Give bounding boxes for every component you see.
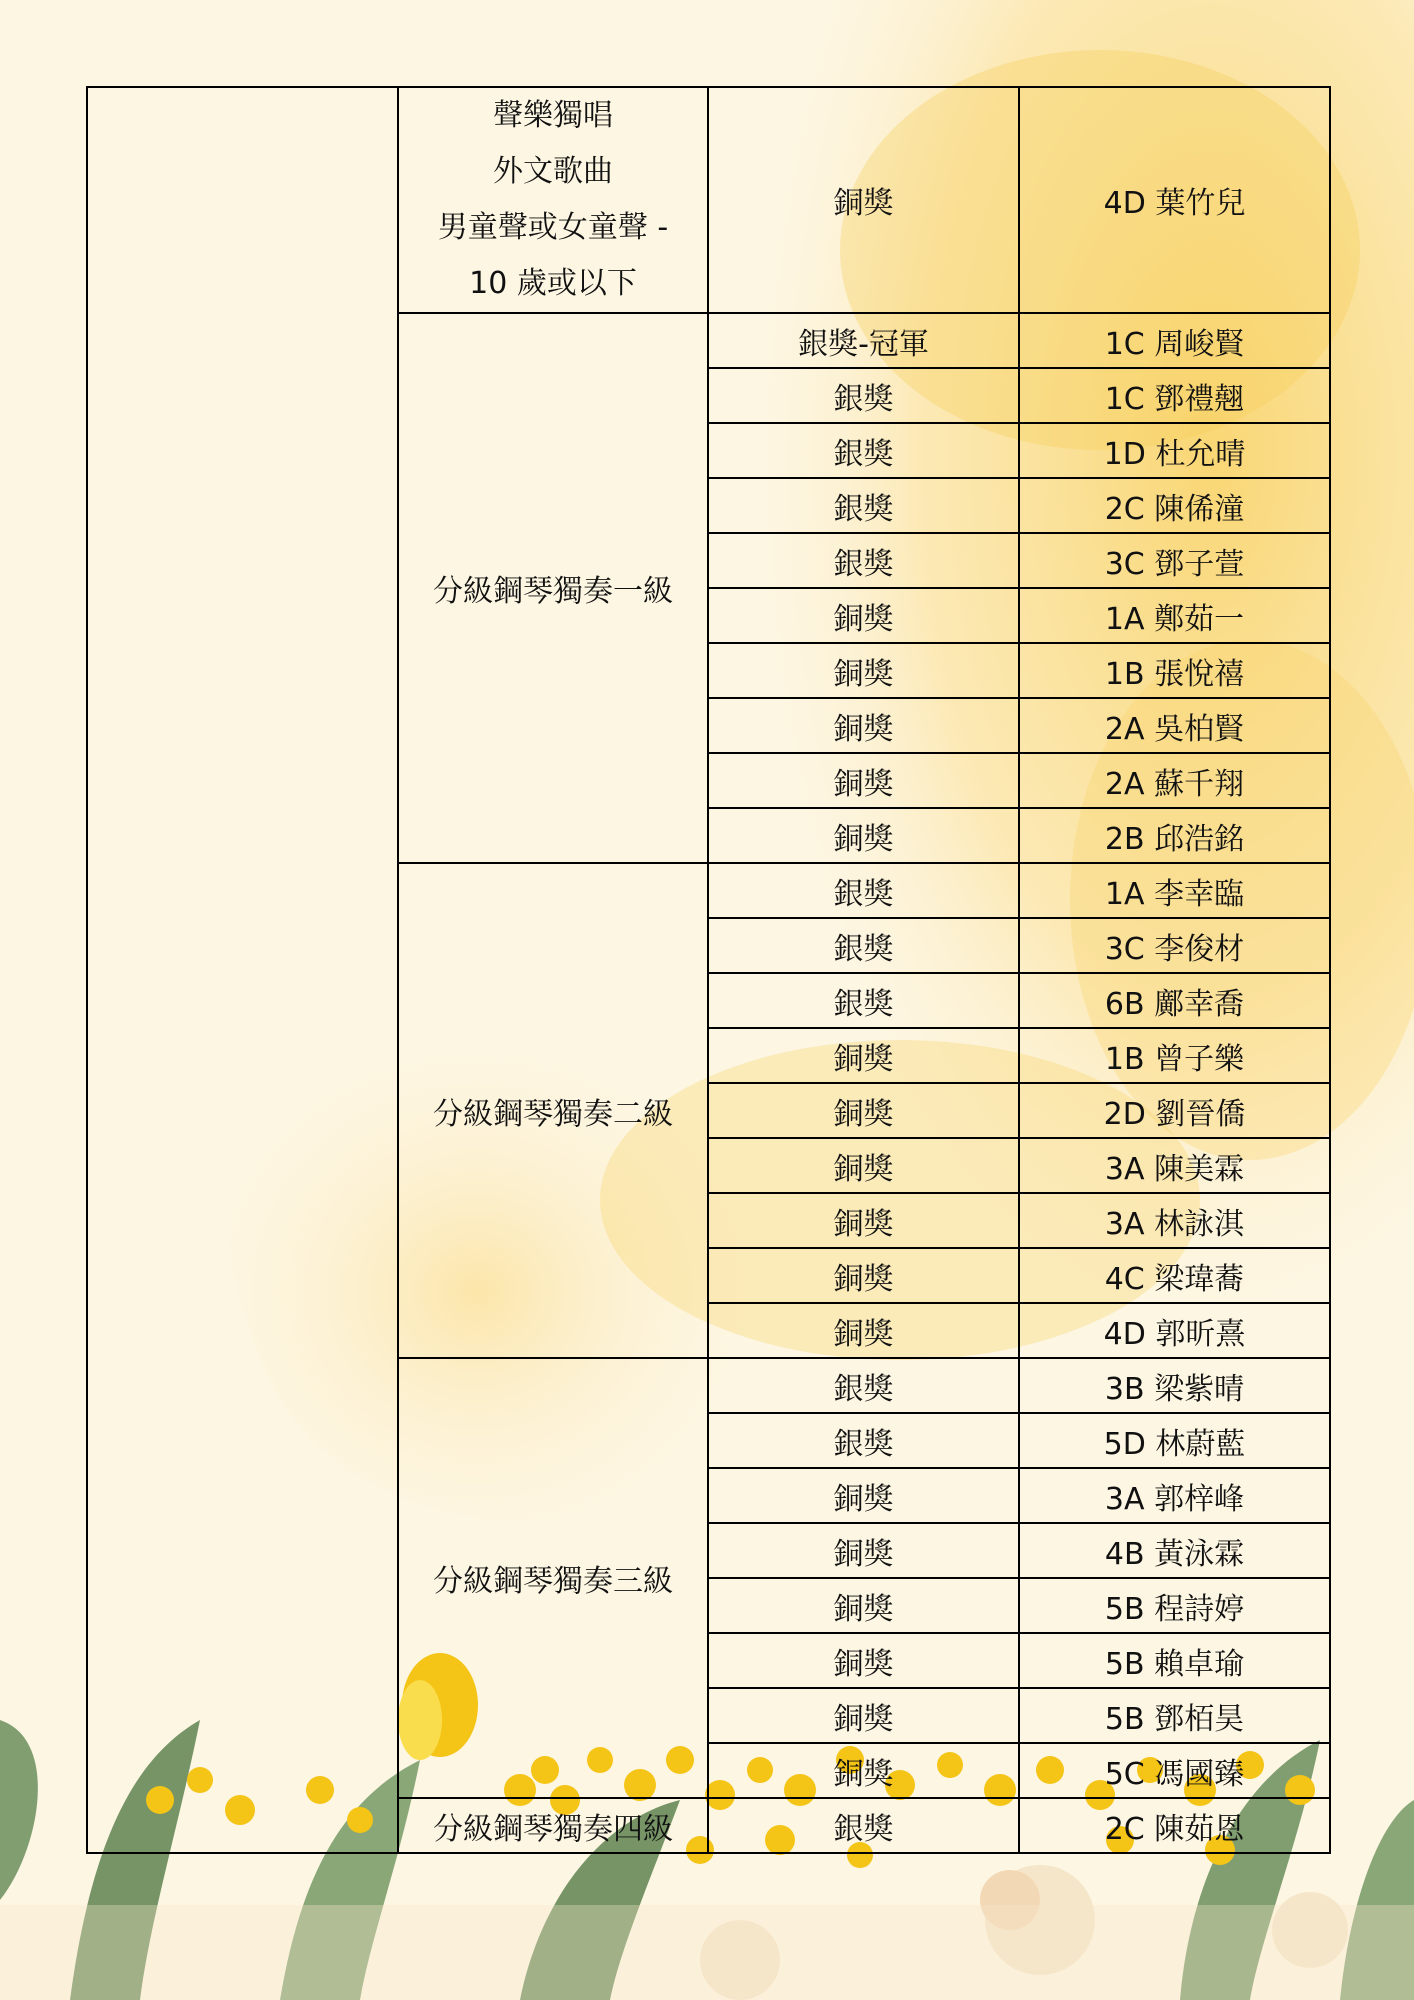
- award-cell: 銀獎: [708, 478, 1019, 533]
- winner-cell: 3A 林詠淇: [1019, 1193, 1330, 1248]
- winner-cell: 2A 蘇千翔: [1019, 753, 1330, 808]
- award-cell: 銅獎: [708, 698, 1019, 753]
- award-cell: 銀獎-冠軍: [708, 313, 1019, 368]
- award-cell: 銀獎: [708, 918, 1019, 973]
- award-cell: 銅獎: [708, 588, 1019, 643]
- winner-cell: 6B 鄺幸喬: [1019, 973, 1330, 1028]
- category-cell: [398, 863, 708, 1358]
- winner-cell: 2C 陳俙潼: [1019, 478, 1330, 533]
- award-cell: 銀獎: [708, 1413, 1019, 1468]
- winner-cell: 1D 杜允晴: [1019, 423, 1330, 478]
- award-cell: 銅獎: [708, 1303, 1019, 1358]
- winner-cell: 5B 程詩婷: [1019, 1578, 1330, 1633]
- winner-cell: 1C 周峻賢: [1019, 313, 1330, 368]
- award-cell: 銅獎: [708, 753, 1019, 808]
- category-cell: [398, 87, 708, 313]
- award-cell: 銀獎: [708, 1798, 1019, 1853]
- winner-cell: 5C 馮國臻: [1019, 1743, 1330, 1798]
- award-cell: 銀獎: [708, 1358, 1019, 1413]
- winner-cell: 1A 李幸臨: [1019, 863, 1330, 918]
- winner-cell: 5D 林蔚藍: [1019, 1413, 1330, 1468]
- award-cell: 銅獎: [708, 1138, 1019, 1193]
- award-cell: 銅獎: [708, 1523, 1019, 1578]
- winner-cell: 4D 葉竹兒: [1019, 87, 1330, 313]
- award-cell: 銅獎: [708, 1743, 1019, 1798]
- award-cell: 銅獎: [708, 1468, 1019, 1523]
- award-cell: 銀獎: [708, 368, 1019, 423]
- category-line: 分級鋼琴獨奏三級: [433, 1564, 673, 1599]
- award-cell: 銀獎: [708, 423, 1019, 478]
- winner-cell: 2D 劉晉僑: [1019, 1083, 1330, 1138]
- winner-cell: 1A 鄭茹一: [1019, 588, 1330, 643]
- category-line: 分級鋼琴獨奏二級: [433, 1096, 673, 1132]
- winner-cell: 3A 郭梓峰: [1019, 1468, 1330, 1523]
- award-cell: 銅獎: [708, 87, 1019, 313]
- award-cell: 銅獎: [708, 1193, 1019, 1248]
- winner-cell: 3C 鄧子萱: [1019, 533, 1330, 588]
- award-cell: 銅獎: [708, 1083, 1019, 1138]
- award-cell: 銅獎: [708, 1633, 1019, 1688]
- winner-cell: 3C 李俊材: [1019, 918, 1330, 973]
- winner-cell: 1B 張悅禧: [1019, 643, 1330, 698]
- category-line: 10 歲或以下: [469, 266, 637, 301]
- table-row: [87, 87, 1330, 313]
- award-cell: 銀獎: [708, 973, 1019, 1028]
- winner-cell: 4B 黃泳霖: [1019, 1523, 1330, 1578]
- category-line: 男童聲或女童聲 -: [437, 210, 669, 245]
- winner-cell: 4D 郭昕熹: [1019, 1303, 1330, 1358]
- winner-cell: 5B 鄧栢昊: [1019, 1688, 1330, 1743]
- winner-cell: 2C 陳茹恩: [1019, 1798, 1330, 1853]
- category-line: 分級鋼琴獨奏四級: [433, 1811, 673, 1847]
- award-cell: 銅獎: [708, 643, 1019, 698]
- award-cell: 銅獎: [708, 1248, 1019, 1303]
- winner-cell: 3B 梁紫晴: [1019, 1358, 1330, 1413]
- award-cell: 銅獎: [708, 1688, 1019, 1743]
- award-cell: 銅獎: [708, 808, 1019, 863]
- award-cell: 銅獎: [708, 1028, 1019, 1083]
- award-cell: 銀獎: [708, 533, 1019, 588]
- winner-cell: 2A 吳柏賢: [1019, 698, 1330, 753]
- winner-cell: 4C 梁瑋蕎: [1019, 1248, 1330, 1303]
- blank-first-column-cell: [87, 87, 398, 1853]
- category-line: 分級鋼琴獨奏一級: [433, 574, 673, 609]
- winner-cell: 1C 鄧禮翹: [1019, 368, 1330, 423]
- winner-cell: 3A 陳美霖: [1019, 1138, 1330, 1193]
- category-line: 聲樂獨唱: [493, 98, 613, 133]
- award-cell: 銀獎: [708, 863, 1019, 918]
- award-table: [86, 86, 1331, 1854]
- category-cell: [398, 1358, 708, 1798]
- winner-cell: 5B 賴卓瑜: [1019, 1633, 1330, 1688]
- winner-cell: 2B 邱浩銘: [1019, 808, 1330, 863]
- winner-cell: 1B 曾子樂: [1019, 1028, 1330, 1083]
- category-line: 外文歌曲: [493, 154, 613, 189]
- award-cell: 銅獎: [708, 1578, 1019, 1633]
- category-cell: [398, 1798, 708, 1853]
- category-cell: [398, 313, 708, 863]
